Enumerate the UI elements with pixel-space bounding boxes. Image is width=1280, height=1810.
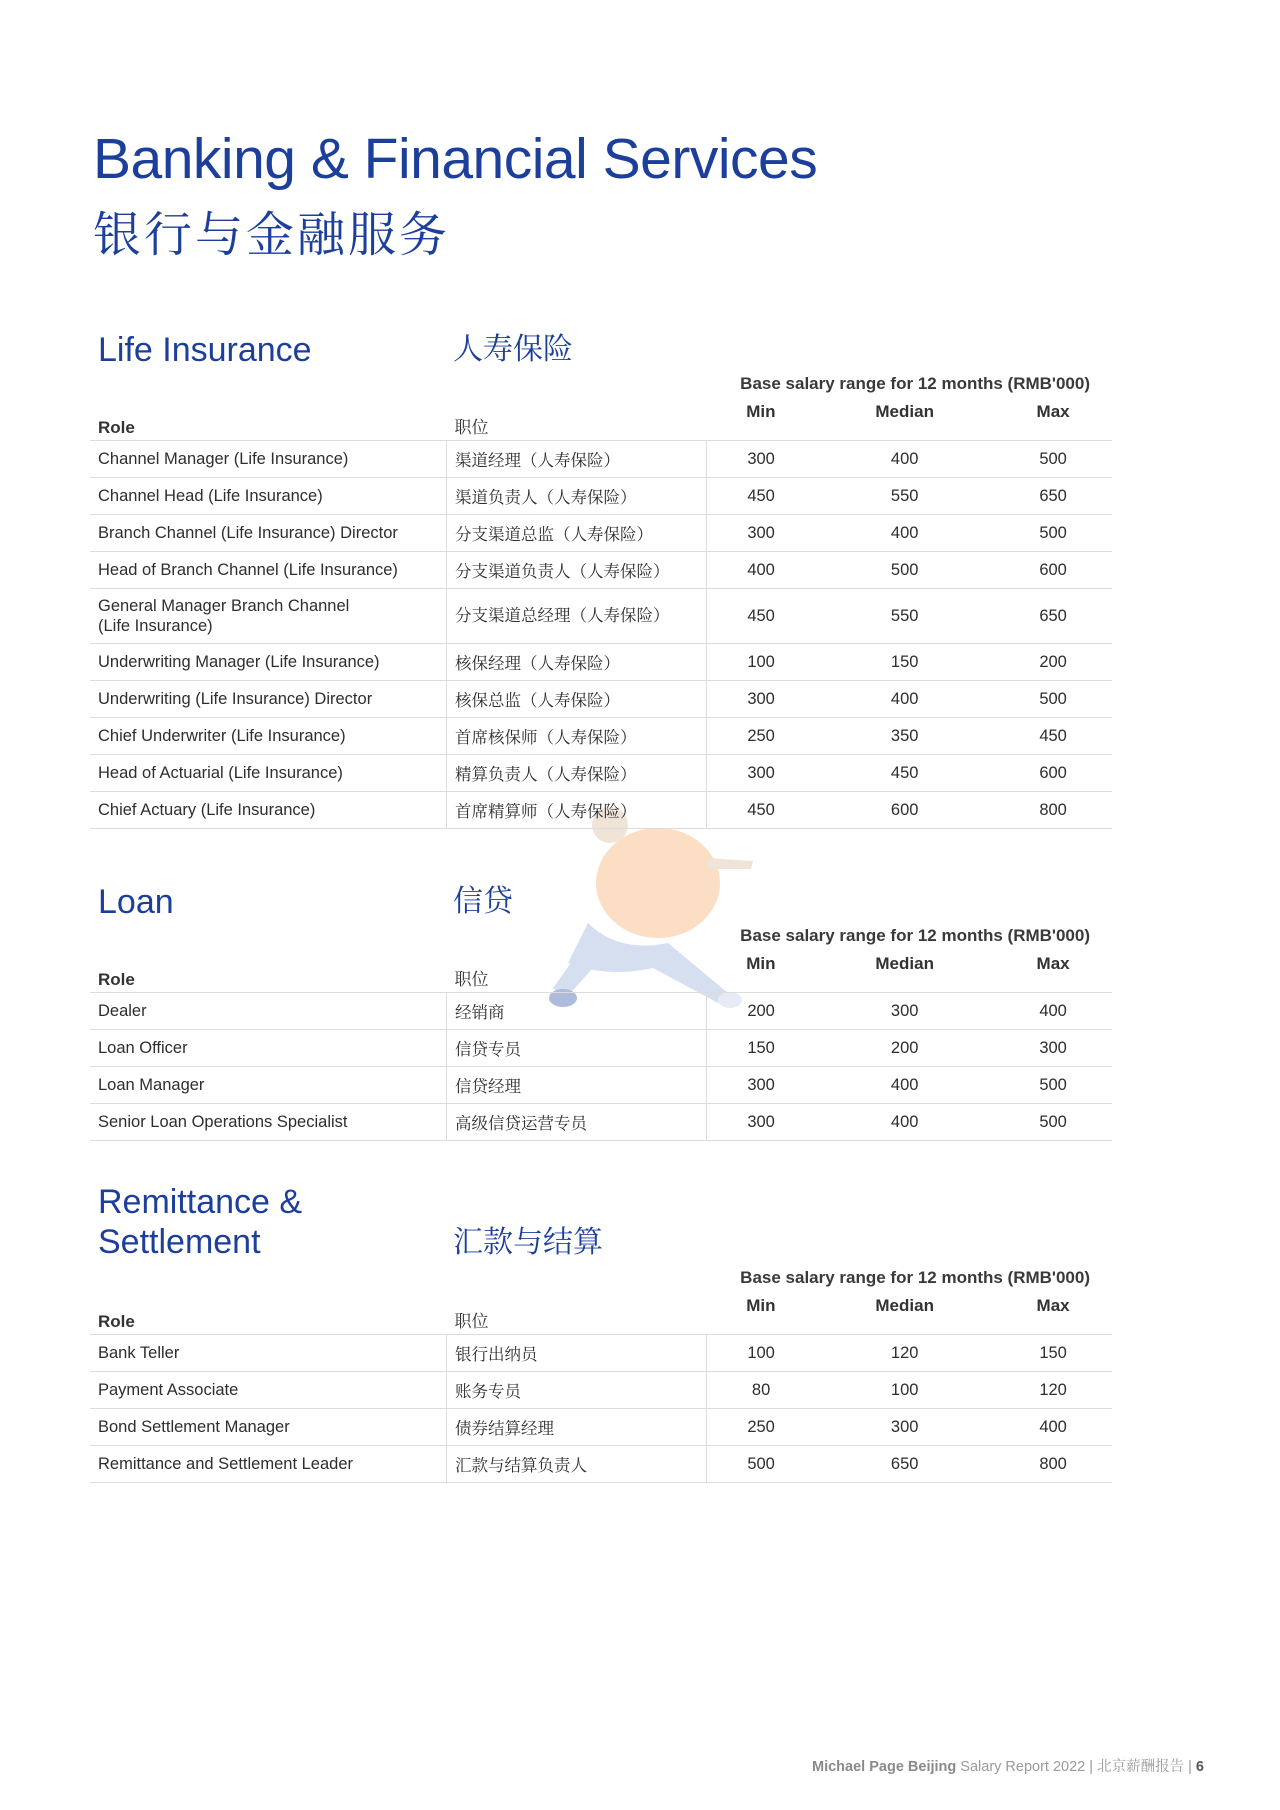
max: 450: [994, 718, 1112, 755]
role: Channel Head (Life Insurance): [90, 478, 447, 515]
role-cn: 分支渠道总监（人寿保险）: [447, 515, 707, 552]
table-row: [90, 515, 1112, 552]
table-row: [90, 1409, 1112, 1446]
salary-table: [90, 1296, 1112, 1483]
min: 100: [707, 1335, 816, 1372]
col-median: Median: [875, 954, 934, 973]
max: 650: [994, 589, 1112, 644]
role: Dealer: [90, 993, 447, 1030]
median: 500: [815, 552, 994, 589]
table-header-row: [90, 954, 1112, 993]
salary-table: [90, 954, 1112, 1141]
min: 450: [707, 478, 816, 515]
role: Channel Manager (Life Insurance): [90, 441, 447, 478]
max: 400: [994, 993, 1112, 1030]
median: 350: [815, 718, 994, 755]
min: 100: [707, 644, 816, 681]
col-median: Median: [875, 1296, 934, 1315]
role: Head of Branch Channel (Life Insurance): [90, 552, 447, 589]
max: 200: [994, 644, 1112, 681]
col-max: Max: [1036, 1296, 1070, 1315]
role: Chief Actuary (Life Insurance): [90, 792, 447, 829]
min: 300: [707, 1067, 816, 1104]
table-row: [90, 552, 1112, 589]
min: 500: [707, 1446, 816, 1483]
max: 500: [994, 1067, 1112, 1104]
col-role: Role: [98, 970, 135, 989]
min: 200: [707, 993, 816, 1030]
median: 450: [815, 755, 994, 792]
col-role-cn: 职位: [454, 1312, 489, 1331]
median: 100: [815, 1372, 994, 1409]
median: 550: [815, 589, 994, 644]
min: 250: [707, 718, 816, 755]
section-title-line-2: Settlement: [98, 1223, 261, 1261]
col-role-cn: 职位: [454, 418, 489, 437]
role: Payment Associate: [90, 1372, 447, 1409]
role: Remittance and Settlement Leader: [90, 1446, 447, 1483]
col-max: Max: [1036, 954, 1070, 973]
table-row: [90, 644, 1112, 681]
role-cn: 信贷专员: [447, 1030, 707, 1067]
section-title: Life Insurance: [98, 331, 312, 369]
min: 300: [707, 1104, 816, 1141]
median: 400: [815, 681, 994, 718]
role: Loan Officer: [90, 1030, 447, 1067]
section-title: Loan: [98, 883, 174, 921]
table-row: [90, 1067, 1112, 1104]
max: 150: [994, 1335, 1112, 1372]
role-cn: 渠道负责人（人寿保险）: [447, 478, 707, 515]
section-title-cn: 汇款与结算: [453, 1226, 603, 1259]
footer-report-cn: 北京薪酬报告: [1097, 1759, 1185, 1775]
min: 80: [707, 1372, 816, 1409]
col-min: Min: [746, 1296, 776, 1315]
max: 650: [994, 478, 1112, 515]
role-cn: 经销商: [447, 993, 707, 1030]
median: 200: [815, 1030, 994, 1067]
median: 400: [815, 515, 994, 552]
median: 400: [815, 441, 994, 478]
page-number: 6: [1195, 1759, 1204, 1775]
salary-range-caption: Base salary range for 12 months (RMB'000): [740, 374, 1090, 393]
salary-range-caption: Base salary range for 12 months (RMB'000): [740, 1268, 1090, 1287]
salary-table: [90, 402, 1112, 829]
footer-report: Salary Report 2022: [960, 1759, 1086, 1775]
table-row: [90, 792, 1112, 829]
role-cn: 债券结算经理: [447, 1409, 707, 1446]
role: Branch Channel (Life Insurance) Director: [90, 515, 447, 552]
role-cn: 核保经理（人寿保险）: [447, 644, 707, 681]
table-row: [90, 1372, 1112, 1409]
max: 400: [994, 1409, 1112, 1446]
footer-separator: |: [1188, 1759, 1192, 1775]
page-title: Banking & Financial Services: [93, 127, 818, 191]
table-row: [90, 478, 1112, 515]
table-row: [90, 718, 1112, 755]
role-line-1: General Manager Branch Channel: [98, 597, 350, 615]
median: 550: [815, 478, 994, 515]
role-cn: 分支渠道总经理（人寿保险）: [447, 589, 707, 644]
role-cn: 渠道经理（人寿保险）: [447, 441, 707, 478]
max: 600: [994, 755, 1112, 792]
table-row: [90, 755, 1112, 792]
role-cn: 账务专员: [447, 1372, 707, 1409]
section-title-cn: 信贷: [453, 885, 513, 918]
table-header-row: [90, 402, 1112, 441]
max: 800: [994, 1446, 1112, 1483]
col-role: Role: [98, 1312, 135, 1331]
role-cn: 银行出纳员: [447, 1335, 707, 1372]
role: Bond Settlement Manager: [90, 1409, 447, 1446]
median: 400: [815, 1104, 994, 1141]
role-line-2: (Life Insurance): [98, 617, 213, 635]
col-max: Max: [1036, 402, 1070, 421]
table-row: [90, 993, 1112, 1030]
role-cn: 精算负责人（人寿保险）: [447, 755, 707, 792]
min: 300: [707, 755, 816, 792]
table-row: [90, 589, 1112, 644]
role-cn: 核保总监（人寿保险）: [447, 681, 707, 718]
col-median: Median: [875, 402, 934, 421]
role: Head of Actuarial (Life Insurance): [90, 755, 447, 792]
min: 300: [707, 441, 816, 478]
max: 600: [994, 552, 1112, 589]
table-row: [90, 441, 1112, 478]
role: Underwriting Manager (Life Insurance): [90, 644, 447, 681]
max: 500: [994, 681, 1112, 718]
role: [90, 589, 447, 644]
table-row: [90, 1104, 1112, 1141]
col-min: Min: [746, 402, 776, 421]
role-cn: 信贷经理: [447, 1067, 707, 1104]
min: 400: [707, 552, 816, 589]
median: 300: [815, 1409, 994, 1446]
min: 450: [707, 589, 816, 644]
max: 300: [994, 1030, 1112, 1067]
median: 600: [815, 792, 994, 829]
table-row: [90, 1446, 1112, 1483]
max: 500: [994, 441, 1112, 478]
section-title-line-1: Remittance &: [98, 1183, 303, 1221]
col-min: Min: [746, 954, 776, 973]
median: 650: [815, 1446, 994, 1483]
footer-brand: Michael Page Beijing: [812, 1759, 957, 1775]
col-role: Role: [98, 418, 135, 437]
section-title: [98, 1182, 302, 1262]
role: Underwriting (Life Insurance) Director: [90, 681, 447, 718]
role-cn: 分支渠道负责人（人寿保险）: [447, 552, 707, 589]
footer-separator: |: [1089, 1759, 1094, 1775]
role: Senior Loan Operations Specialist: [90, 1104, 447, 1141]
median: 300: [815, 993, 994, 1030]
median: 400: [815, 1067, 994, 1104]
min: 150: [707, 1030, 816, 1067]
min: 250: [707, 1409, 816, 1446]
role: Chief Underwriter (Life Insurance): [90, 718, 447, 755]
role-cn: 汇款与结算负责人: [447, 1446, 707, 1483]
table-row: [90, 681, 1112, 718]
role-cn: 首席核保师（人寿保险）: [447, 718, 707, 755]
table-row: [90, 1030, 1112, 1067]
table-row: [90, 1335, 1112, 1372]
salary-range-caption: Base salary range for 12 months (RMB'000): [740, 926, 1090, 945]
min: 450: [707, 792, 816, 829]
role: Loan Manager: [90, 1067, 447, 1104]
page-title-cn: 银行与金融服务: [93, 209, 451, 262]
max: 500: [994, 1104, 1112, 1141]
role-cn: 首席精算师（人寿保险）: [447, 792, 707, 829]
max: 500: [994, 515, 1112, 552]
page-footer: [812, 1755, 1204, 1776]
median: 120: [815, 1335, 994, 1372]
min: 300: [707, 681, 816, 718]
min: 300: [707, 515, 816, 552]
max: 120: [994, 1372, 1112, 1409]
max: 800: [994, 792, 1112, 829]
median: 150: [815, 644, 994, 681]
role: Bank Teller: [90, 1335, 447, 1372]
role-cn: 高级信贷运营专员: [447, 1104, 707, 1141]
section-title-cn: 人寿保险: [453, 333, 573, 366]
col-role-cn: 职位: [454, 970, 489, 989]
table-header-row: [90, 1296, 1112, 1335]
